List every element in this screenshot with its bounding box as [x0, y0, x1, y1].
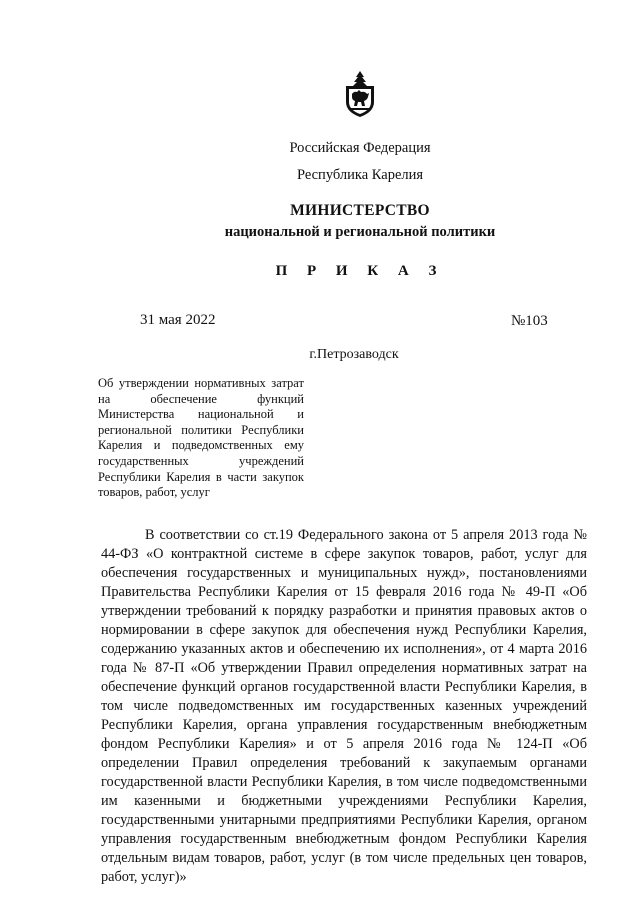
document-type-title: П Р И К А З	[275, 263, 445, 279]
karelia-coat-of-arms-icon	[343, 70, 377, 118]
document-subject: Об утверждении нормативных затрат на обеспечение функций Министерства национальной и региональной политики Республики Карелия и подведомственных ему государственных учреждений Республики Карелия в части закупок товаров, работ, услуг	[98, 376, 304, 500]
document-date: 31 мая 2022	[140, 312, 216, 328]
document-city: г.Петрозаводск	[309, 347, 399, 362]
ministry-title: МИНИСТЕРСТВО	[290, 202, 430, 219]
ministry-subtitle: национальной и региональной политики	[224, 224, 496, 240]
country-name: Российская Федерация	[289, 140, 431, 156]
document-number: №103	[511, 313, 548, 329]
body-paragraph	[101, 526, 587, 887]
republic-name: Республика Карелия	[296, 167, 424, 183]
body-paragraph-text: В соответствии со ст.19 Федерального закона от 5 апреля 2013 года № 44-ФЗ «О контрактной системе в сфере закупок товаров, работ, услуг для обеспечения государственных и муниципальных нужд», постановлениями Правительства Республики Карелия от 15 февраля 2016 года № 49-П «Об утверждении требований к порядку разработки и принятия правовых актов о нормировании в сфере закупок для обеспечения нужд Республики Карелия, содержанию указанных актов и обеспечению их исполнения», от 4 марта 2016 года № 87-П «Об утверждении Правил определения нормативных затрат на обеспечение функций органов государственной власти Республики Карелия, в том числе подведомственных им государственных казенных учреждений Республики Карелия, органа управления государственным внебюджетным фондом Республики Карелия» и от 5 апреля 2016 года № 124-П «Об определении Правил определения требований к закупаемым органами государственной власти Республики Карелия, в том числе подведомственными им казенными и бюджетными учреждениями Республики Карелия, государственными унитарными предприятиями Республики Карелия, органом управления государственным внебюджетным фондом Республики Карелия отдельным видам товаров, работ, услуг (в том числе предельных цен товаров, работ, услуг)»	[101, 527, 587, 885]
